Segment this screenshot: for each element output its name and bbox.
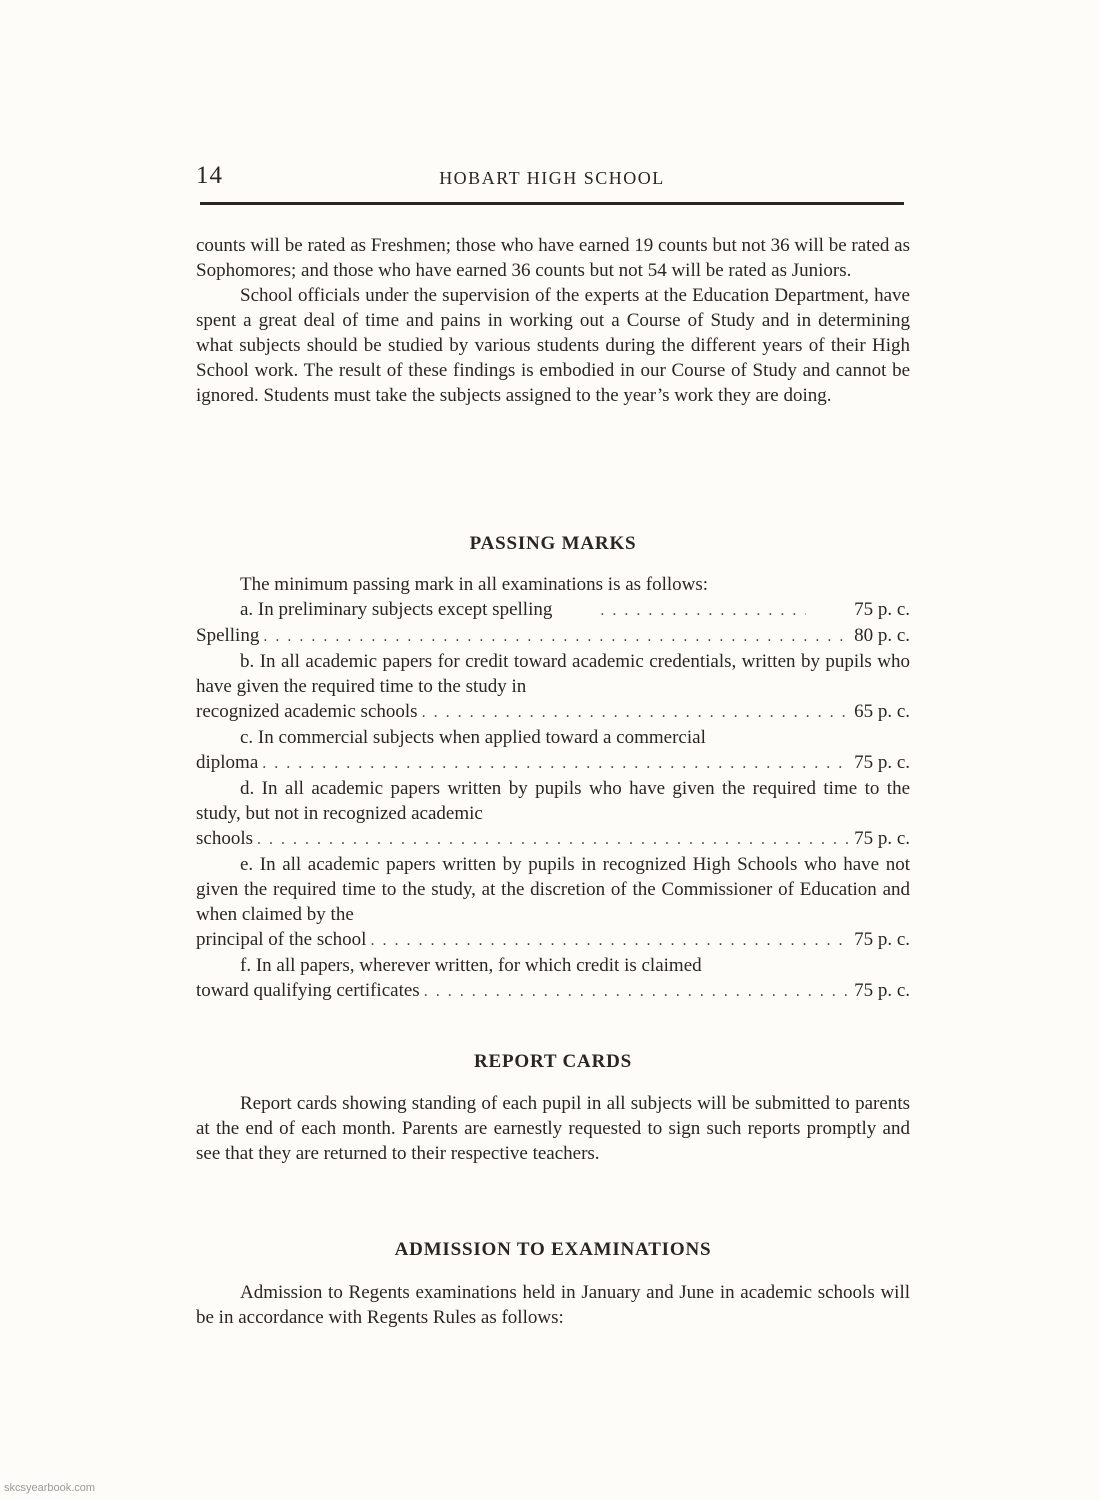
dot-leader <box>422 700 851 725</box>
mark-item-d <box>196 826 910 852</box>
mark-label: a. In preliminary subjects except spelling <box>240 599 553 620</box>
mark-value: 75 p. c. <box>854 599 910 620</box>
admission-section <box>196 1280 910 1330</box>
dot-leader <box>556 598 806 623</box>
mark-value: 75 p. c. <box>854 828 910 849</box>
mark-value: 80 p. c. <box>854 625 910 646</box>
dot-leader <box>262 751 850 776</box>
intro-paragraph-2: School officials under the supervision of the experts at the Education Department, have spent a great deal of time and pains in working out a Course of Study and in determining what subjects should be studied by various students during the different years of their High School work. The result of these findings is embodied in our Course of Study and cannot be ignored. Students must take the subjects assigned to the year’s work they are doing. <box>196 285 910 406</box>
report-cards-section <box>196 1091 910 1166</box>
passing-marks-heading: PASSING MARKS <box>469 533 637 554</box>
passing-marks-intro: The minimum passing mark in all examinations is as follows: <box>240 574 709 595</box>
admission-paragraph: Admission to Regents examinations held in January and June in academic schools will be in accordance with Regents Rules as follows: <box>196 1282 910 1328</box>
mark-label: toward qualifying certificates <box>196 980 420 1001</box>
mark-item-e-text: e. In all academic papers written by pupils in recognized High Schools who have not given the required time to the study, at the discretion of the Commissioner of Education and when claimed by the <box>196 854 910 925</box>
dot-leader <box>263 624 850 649</box>
mark-item-f-text: f. In all papers, wherever written, for which credit is claimed <box>240 955 702 976</box>
admission-heading: ADMISSION TO EXAMINATIONS <box>394 1239 712 1260</box>
passing-marks-list <box>196 572 910 1004</box>
mark-value: 65 p. c. <box>854 701 910 722</box>
mark-label: recognized academic schools <box>196 701 418 722</box>
header-rule <box>200 202 904 205</box>
report-cards-heading: REPORT CARDS <box>474 1051 632 1072</box>
dot-leader <box>424 979 850 1004</box>
mark-item-b-text: b. In all academic papers for credit toward academic credentials, written by pupils who have given the required time to the study in <box>196 651 910 697</box>
intro-paragraph-1: counts will be rated as Freshmen; those who have earned 19 counts but not 36 will be rated as Sophomores; and those who have earned 36 counts but not 54 will be rated as Juniors. <box>196 235 910 281</box>
dot-leader <box>257 827 850 852</box>
mark-item-c-text: c. In commercial subjects when applied toward a commercial <box>240 727 706 748</box>
page-number: 14 <box>196 162 223 189</box>
running-head: HOBART HIGH SCHOOL <box>439 168 665 188</box>
dot-leader <box>370 928 850 953</box>
mark-item-c <box>196 750 910 776</box>
mark-item-f <box>196 978 910 1004</box>
mark-value: 75 p. c. <box>854 929 910 950</box>
mark-item-spelling <box>196 623 910 649</box>
page-header <box>196 160 908 204</box>
report-cards-paragraph: Report cards showing standing of each pupil in all subjects will be submitted to parents at the end of each month. Parents are earnestly requested to sign such reports promptly and see that they are returned to their respective teachers. <box>196 1093 910 1164</box>
mark-label: diploma <box>196 752 259 773</box>
mark-label: schools <box>196 828 253 849</box>
mark-item-a <box>196 597 910 623</box>
mark-item-d-text: d. In all academic papers written by pupils who have given the required time to the study, but not in recognized academic <box>196 778 910 824</box>
mark-value: 75 p. c. <box>854 980 910 1001</box>
site-watermark: skcsyearbook.com <box>4 1482 96 1494</box>
intro-section <box>196 233 910 408</box>
mark-item-b <box>196 699 910 725</box>
mark-item-e <box>196 927 910 953</box>
mark-value: 75 p. c. <box>854 752 910 773</box>
mark-label: principal of the school <box>196 929 367 950</box>
mark-label: Spelling <box>196 625 260 646</box>
